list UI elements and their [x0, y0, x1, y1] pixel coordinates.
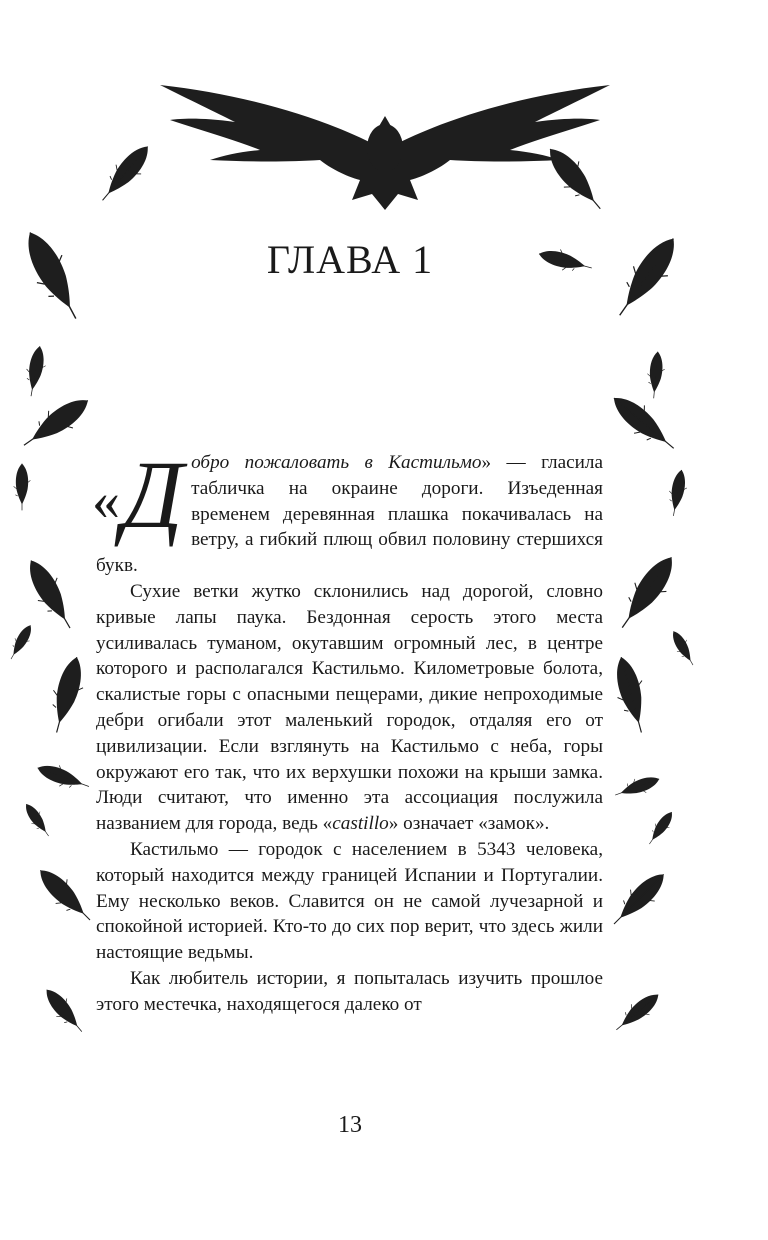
feather-icon — [19, 554, 82, 636]
feather-icon — [610, 987, 664, 1037]
feather-icon — [645, 351, 666, 399]
feather-icon — [5, 622, 37, 663]
feather-icon — [34, 759, 92, 796]
feather-icon — [665, 468, 690, 517]
chapter-title: ГЛАВА 1 — [266, 237, 434, 282]
sign-text: обро пожаловать в Кастильмо — [191, 452, 482, 473]
feather-icon — [39, 983, 89, 1037]
feather-icon — [14, 464, 31, 511]
drop-cap: «Д — [92, 441, 184, 548]
feather-icon — [612, 771, 662, 803]
page-number: 13 — [338, 1112, 362, 1138]
paragraph: Кастильмо — городок с населением в 5343 человека, который находится между границей Испании и Португалии. Ему несколько веков. Славится он не самой лучезарной и спокойной историей. Кто-то до сих пор верит, что здесь жили настоящие ведьмы. — [96, 838, 603, 964]
paragraph: Как любитель истории, я попыталась изучить прошлое этого местечка, находящегося далеко от — [96, 967, 603, 1015]
feather-icon — [539, 140, 611, 218]
feather-icon — [605, 865, 672, 932]
paragraph: «Д обро пожаловать в Кастильмо» — гласила табличка на окраине дороги. Изъеденная временем деревянная плашка покачивалась на ветру, а гибкий плющ обвил половину стершихся букв. — [92, 441, 603, 577]
feather-icon — [644, 808, 678, 848]
raven-icon — [160, 85, 610, 210]
feather-icon — [43, 654, 90, 737]
foreign-word: castillo — [332, 813, 389, 835]
feather-icon — [21, 800, 55, 840]
feather-icon — [667, 628, 699, 669]
feather-icon — [608, 654, 655, 737]
feather-icon — [93, 138, 157, 208]
feather-icon — [605, 387, 683, 459]
feather-icon — [610, 549, 684, 637]
feather-icon — [16, 389, 96, 457]
feather-icon — [22, 345, 49, 398]
feather-icon — [31, 861, 98, 928]
paragraph: Сухие ветки жутко склонились над дорогой, словно кривые лапы паука. Бездонная серость этого места усиливалась туманом, окутавшим огромный лес, в центре которого и располагался Кастильмо. Километровые болота, скалистые горы с опасными пещерами, дикие непроходимые дебри огибали этот маленький городок, отдаляя его от цивилизации. Если взглянуть на Кастильмо с неба, горы окружают его так, что их верхушки похожи на крыши замка. Люди считают, что именно эта ассоциация послужила названием для города, ведь «castillo» означает «замок». — [96, 580, 603, 835]
chapter-text — [92, 441, 603, 1018]
